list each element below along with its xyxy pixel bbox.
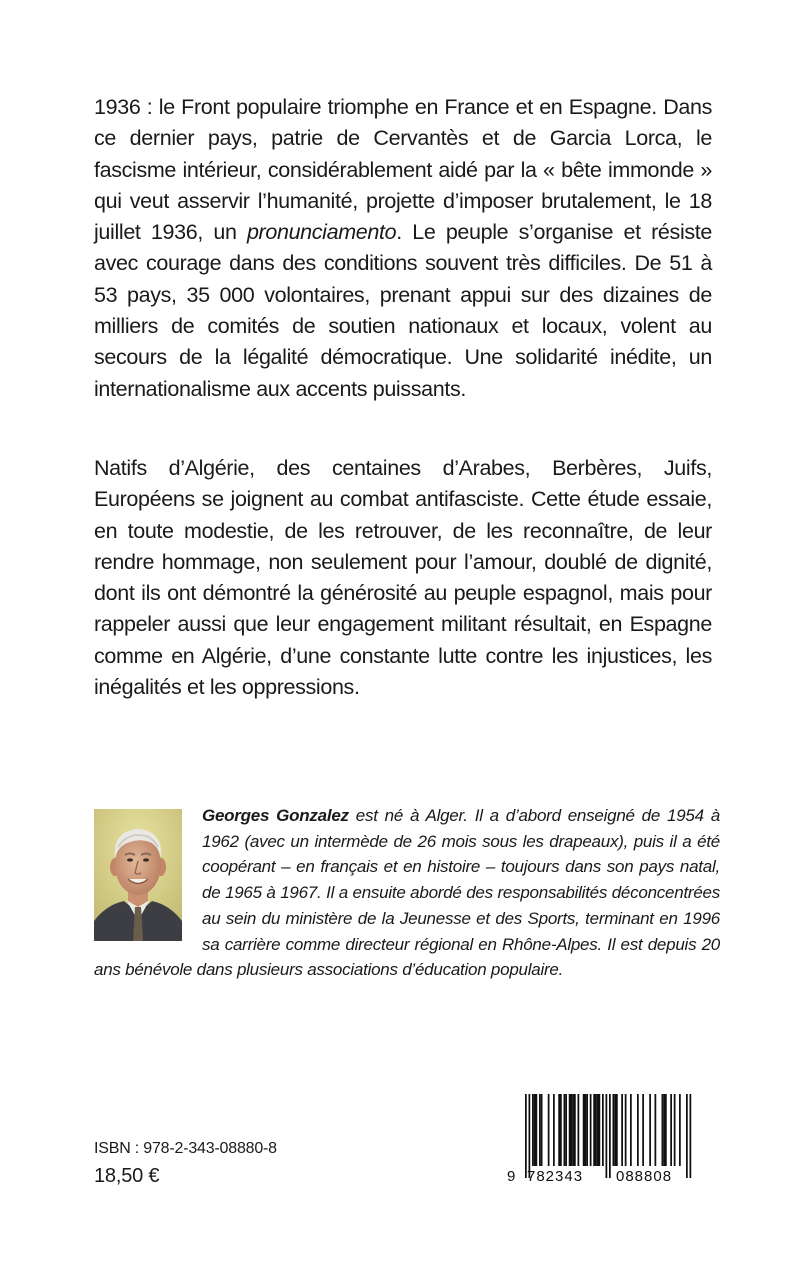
author-bio-text: est né à Alger. Il a d’abord enseigné de 1954 à 1962 (avec un intermède de 26 mois sous les drapeaux), puis il a été coopérant – en français et en histoire – toujours dans son pays natal, de 1965 à 1967. Il a ensuite abordé des responsabilités déconcentrées au sein du ministère de la Jeunesse et des Sports, terminant en 1996 sa carrière comme directeur régional en Rhône-Alpes. Il est depuis 20 ans bénévole dans plusieurs associations d’éducation populaire. xyxy=(94,806,720,980)
barcode-bar xyxy=(565,1094,567,1166)
author-photo xyxy=(94,809,182,941)
barcode-bar xyxy=(625,1094,627,1166)
barcode-bar xyxy=(599,1094,601,1166)
barcode-bar xyxy=(613,1094,615,1166)
isbn-label: ISBN : 978-2-343-08880-8 xyxy=(94,1140,277,1157)
barcode-bar xyxy=(529,1094,531,1178)
barcode-bar xyxy=(585,1094,587,1166)
barcode-bar xyxy=(609,1094,611,1178)
barcode-bar xyxy=(606,1094,608,1178)
barcode-bar xyxy=(532,1094,534,1166)
blurb-text-1a: 1936 : le Front populaire triomphe en France et en Espagne. Dans ce dernier pays, patrie de Cervantès et de Garcia Lorca, le fascisme intérieur, considérablement aidé par la « bête immonde » qui veut asservir l’humanité, projette d’imposer brutalement, le 18 juillet 1936, un xyxy=(94,95,712,245)
barcode-bar xyxy=(642,1094,644,1166)
barcode-bar xyxy=(662,1094,664,1166)
barcode-bar xyxy=(590,1094,592,1166)
barcode-bar xyxy=(602,1094,604,1166)
author-bio xyxy=(94,803,720,983)
blurb-paragraph-2: Natifs d’Algérie, des centaines d’Arabes, Berbères, Juifs, Européens se joignent au combat antifasciste. Cette étude essaie, en toute modestie, de les retrouver, de les reconnaître, de leur rendre hommage, non seulement pour l’amour, doublé de dignité, dont ils ont démontré la générosité au peuple espagnol, mais pour rappeler aussi que leur engagement militant résultait, en Espagne comme en Algérie, d’une constante lutte contre les injustices, les inégalités et les oppressions. xyxy=(94,456,712,700)
barcode-bar xyxy=(593,1094,595,1166)
blurb-text-1b: . Le peuple s’organise et résiste avec courage dans des conditions souvent très difficiles. De 51 à 53 pays, 35 000 volontaires, prenant appui sur des dizaines de milliers de comités de soutien nationaux et locaux, volent au secours de la légalité démocratique. Une solidarité inédite, un internationalisme aux accents puissants. xyxy=(94,220,712,401)
barcode-bar xyxy=(574,1094,576,1166)
barcode-bar xyxy=(571,1094,573,1166)
barcode-bar xyxy=(564,1094,566,1166)
barcode-bar xyxy=(595,1094,597,1166)
barcode-bar xyxy=(616,1094,618,1166)
author-name: Georges Gonzalez xyxy=(202,806,349,825)
barcode-bar xyxy=(525,1094,527,1178)
barcode-bar xyxy=(539,1094,541,1166)
barcode-bar xyxy=(655,1094,657,1166)
barcode-bar xyxy=(670,1094,672,1166)
blurb-emphasis: pronunciamento xyxy=(246,220,397,245)
barcode-bar xyxy=(583,1094,585,1166)
barcode-first-digit: 9 xyxy=(507,1168,517,1185)
barcode-bar xyxy=(558,1094,560,1166)
barcode-bar xyxy=(569,1094,571,1166)
barcode-bar xyxy=(679,1094,681,1166)
barcode-bar xyxy=(614,1094,616,1166)
barcode-bar xyxy=(534,1094,536,1166)
blurb-paragraph-1 xyxy=(94,92,712,405)
barcode-bar xyxy=(572,1094,574,1166)
barcode-bar xyxy=(541,1094,543,1166)
barcode-bar xyxy=(663,1094,665,1166)
barcode-bar xyxy=(665,1094,667,1166)
barcode-bar xyxy=(548,1094,550,1166)
barcode-bar xyxy=(621,1094,623,1166)
barcode-bar xyxy=(686,1094,688,1178)
barcode-bar xyxy=(649,1094,651,1166)
barcode-bar xyxy=(597,1094,599,1166)
barcode-bar xyxy=(560,1094,562,1166)
barcode-left-group: 782343 xyxy=(527,1168,584,1185)
barcode-bar xyxy=(536,1094,538,1166)
barcode-bar xyxy=(553,1094,555,1166)
barcode-bar xyxy=(630,1094,632,1166)
barcode-bar xyxy=(578,1094,580,1166)
barcode-bar xyxy=(674,1094,676,1166)
barcode-right-group: 088808 xyxy=(616,1168,673,1185)
barcode-bar xyxy=(586,1094,588,1166)
barcode-bar xyxy=(690,1094,692,1178)
barcode-bar xyxy=(637,1094,639,1166)
price-label: 18,50 € xyxy=(94,1165,160,1187)
